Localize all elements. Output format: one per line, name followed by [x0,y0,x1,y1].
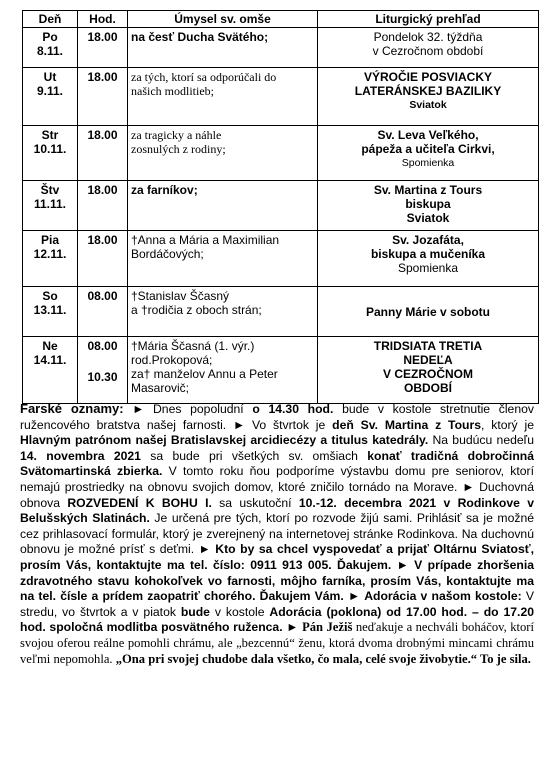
liturgy-line: TRIDSIATA TRETIA [373,339,483,353]
mass-time: 18.00 [87,233,118,247]
day-date: 9.11. [36,84,64,98]
day-date: 11.11. [33,197,67,211]
table-row [23,126,539,181]
row-day [23,287,78,337]
intention-line: za farníkov; [131,183,198,197]
row-liturgy [318,181,539,231]
intention-line: našich modlitieb; [131,84,214,98]
notice-text: neďakuje a nechváli boháčov, ktorí svojou oferou reálne pomohli chrámu, ale „bezcennú“ ženu, ktorá dvoma drobnými mincami chrámu veľmi nepomohla. [20,620,534,666]
intention-line: zosnulých z rodiny; [131,142,226,156]
notice-text: ► [343,589,365,604]
row-intention [128,28,318,68]
day-date: 14.11. [33,353,67,367]
notice-text: Kto by sa chcel vyspovedať a prijať Oltárnu Sviatosť, prosím Vás, kontaktujte ma tel. číslo: 0911 913 005. Ďakujem. ► V prípade zhoršenia zdravotného stavu kohokoľvek vo farnosti, môjho farníka, prosím Vás, kontaktujte ma na tel. čísle a prídem zaopatriť chorého. Ďakujem Vám. [20,542,534,604]
notice-text: bude v kostole stretnutie členov ružencového bratstva našej farnosti. ► Vo štvrtok je [20,402,534,432]
notice-text: deň Sv. Martina z Tours [332,417,481,432]
row-hour [78,68,128,126]
liturgy-line: biskupa [405,197,451,211]
liturgy-line: VÝROČIE POSVIACKY [363,70,493,84]
day-date: 8.11. [36,44,64,58]
row-intention [128,287,318,337]
table-row [23,28,539,68]
liturgy-line: Sv. Martina z Tours [373,183,483,197]
row-liturgy [318,287,539,337]
notice-text: „Ona pri svojej chudobe dala všetko, čo mala, celé svoje živobytie.“ To je sila. [115,651,531,666]
mass-time: 18.00 [87,30,118,44]
row-hour [78,126,128,181]
day-date: 12.11. [33,247,67,261]
notice-text: Je určená pre tých, ktorí po rozvode žijú sami. Prihlásiť sa je možné cez prihlasovací formulár, ktorý je zverejnený na internetovej stránke Rodinkova. Na duchovnú obnovu je možné prísť s deťmi. ► [20,511,535,557]
row-day [23,337,78,404]
liturgy-line: v Cezročnom období [372,44,484,58]
row-liturgy [318,337,539,404]
row-hour [78,287,128,337]
table-row [23,337,539,404]
row-intention [128,68,318,126]
table-row [23,181,539,231]
liturgy-line: Spomienka [401,157,455,169]
notice-text: V tomto roku ňou podporíme výstavbu domu pre seniorov, ktorí nemajú prostriedky na obnovu svojich domov, ktoré zničilo tornádo na Morave. ► Duchovná obnova [20,464,534,510]
day-name: Štv [40,183,60,197]
notice-text: ► [282,620,303,635]
liturgy-line: Sviatok [409,99,447,111]
intention-line: Masarovič; [131,381,190,395]
row-intention [128,231,318,287]
mass-time: 18.00 [87,128,118,142]
day-date: 10.11. [33,142,67,156]
intention-line: za tragicky a náhle [131,128,222,142]
row-day [23,181,78,231]
mass-time: 10.30 [87,370,118,384]
row-day [23,68,78,126]
notice-text: bude [180,604,210,619]
notice-text: Adorácia v našom kostole: [364,589,522,604]
row-hour [78,337,128,404]
liturgy-line: Sviatok [406,211,450,225]
intention-line: †Stanislav Ščasný [131,289,230,303]
liturgy-line: LATERÁNSKEJ BAZILIKY [354,84,502,98]
row-day [23,28,78,68]
table-row [23,68,539,126]
notice-text: ROZVEDENÍ K BOHU I. [67,495,212,510]
notice-text: V stredu, vo štvrtok a v piatok [20,589,534,619]
row-liturgy [318,68,539,126]
day-name: Str [41,128,59,142]
row-liturgy [318,126,539,181]
intention-line: Bordáčových; [131,247,204,261]
day-name: Ut [43,70,57,84]
notice-text: 14. novembra 2021 [20,448,141,463]
header-hour: Hod. [78,11,128,28]
notice-text: konať tradičná dobročinná Svätomartinská zbierka. [20,448,534,479]
intention-line: †Anna a Mária a Maximilian [131,233,280,247]
intention-line: †Mária Ščasná (1. výr.) [131,339,255,353]
notices-heading: Farské oznamy: [20,401,124,416]
mass-time: 08.00 [87,289,118,303]
notice-text: Pán Ježiš [302,620,353,635]
row-hour [78,28,128,68]
liturgy-line: biskupa a mučeníka [370,247,486,261]
intention-line: za tých, ktorí sa odporúčali do [131,70,277,84]
liturgy-line: Spomienka [397,261,459,275]
liturgy-line: pápeža a učiteľa Cirkvi, [361,142,495,156]
header-liturgy: Liturgický prehľad [318,11,539,28]
mass-time: 18.00 [87,70,118,84]
intention-line: rod.Prokopová; [131,353,213,367]
notice-text: Na budúcu nedeľu [428,433,534,448]
notice-text: sa bude pri všetkých sv. omšiach [140,448,368,463]
row-intention [128,181,318,231]
row-intention [128,337,318,404]
notice-text: Adorácia (poklona) od 17.00 hod. – do 17.20 hod. spoločná modlitba posvätného ruženca. [20,604,535,635]
notice-text: 10.-12. decembra 2021 v Rodinkove v Belušských Slatinách. [20,495,534,526]
liturgy-line: Panny Márie v sobotu [365,304,491,319]
liturgy-line: Sv. Jozafáta, [392,233,464,247]
mass-time: 08.00 [87,339,118,353]
notice-text: v kostole [209,604,270,619]
mass-time: 18.00 [87,183,118,197]
liturgy-line: OBDOBÍ [404,381,452,395]
table-row [23,231,539,287]
day-date: 13.11. [33,303,67,317]
liturgy-line: Pondelok 32. týždňa [373,30,483,44]
liturgy-line: Sv. Leva Veľkého, [377,128,479,142]
table-row [23,287,539,337]
parish-notices [20,401,534,667]
intention-line: na česť Ducha Svätého; [131,30,269,44]
row-hour [78,181,128,231]
mass-schedule-table [22,10,539,404]
row-hour [78,231,128,287]
notice-text: ► Dnes popoludní [123,402,253,416]
day-name: So [42,289,58,303]
row-liturgy [318,231,539,287]
liturgy-line: V CEZROČNOM [383,367,473,381]
intention-line: a †rodičia z oboch strán; [131,303,262,317]
table-header-row [23,11,539,28]
row-intention [128,126,318,181]
row-liturgy [318,28,539,68]
liturgy-line: NEDEĽA [403,353,453,367]
header-day: Deň [23,11,78,28]
notice-text: o 14.30 hod. [252,402,334,416]
day-name: Po [42,30,58,44]
header-intention: Úmysel sv. omše [128,11,318,28]
notice-text: sa uskutoční [211,495,299,510]
notice-text: Hlavným patrónom našej Bratislavskej arcidiecézy a titulus katedrály. [20,433,429,448]
intention-line: za† manželov Annu a Peter [131,367,278,381]
day-name: Ne [42,339,58,353]
row-day [23,231,78,287]
row-day [23,126,78,181]
notice-text: , ktorý je [481,417,534,432]
day-name: Pia [40,233,59,247]
